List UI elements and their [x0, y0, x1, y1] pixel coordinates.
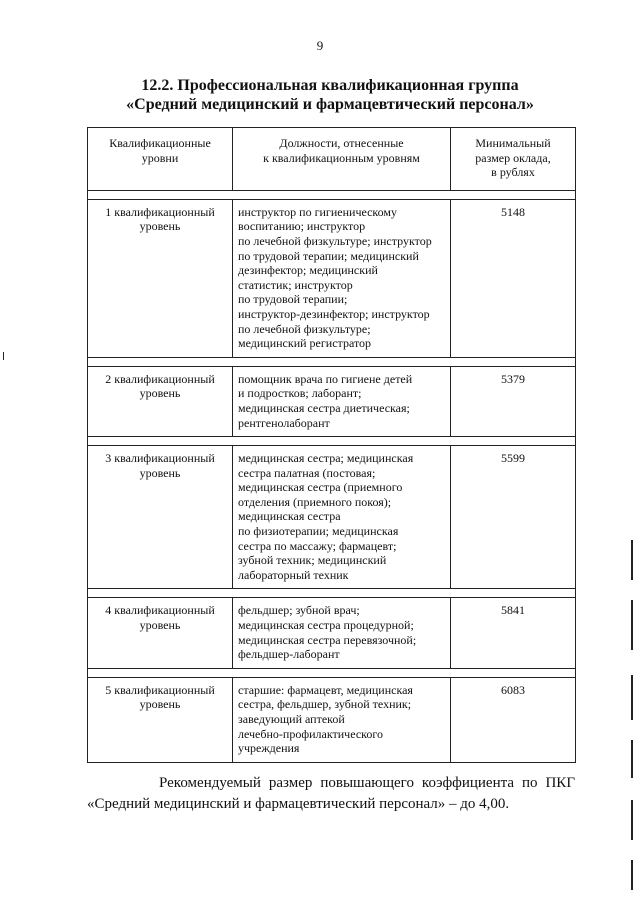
row-gap [88, 357, 576, 366]
header-levels-line-2: уровни [141, 150, 179, 165]
position-line: медицинская сестра перевязочной; [238, 632, 417, 647]
header-positions-line-1: Должности, отнесенные [279, 136, 404, 150]
table-row [88, 598, 576, 668]
header-salary-line-3: в рублях [491, 165, 535, 180]
header-salary-line-2: размер оклада, [475, 150, 551, 165]
level-line-1: 5 квалификационный [105, 682, 215, 697]
scan-mark [631, 860, 633, 890]
header-levels [88, 128, 233, 191]
position-line: инструктор по гигиеническому [238, 204, 398, 219]
position-line: рентгенолаборант [238, 415, 330, 430]
salary-cell: 6083 [451, 677, 576, 762]
position-line: сестра палатная (постовая; [238, 465, 376, 480]
scan-mark [631, 740, 633, 778]
section-title [60, 76, 600, 114]
position-line: по лечебной физкультуре; [238, 321, 371, 336]
position-line: сестра по массажу; фармацевт; [238, 538, 397, 553]
position-line: фельдшер; зубной врач; [238, 603, 360, 618]
header-positions [233, 128, 451, 191]
level-line-1: 3 квалификационный [105, 451, 215, 466]
scan-mark [631, 540, 633, 580]
position-line: дезинфектор; медицинский [238, 263, 378, 278]
positions-cell [233, 366, 451, 436]
level-cell [88, 366, 233, 436]
position-line: медицинская сестра процедурной; [238, 618, 414, 633]
positions-cell [233, 199, 451, 357]
level-cell [88, 598, 233, 668]
position-line: лабораторный техник [238, 567, 349, 582]
position-line: инструктор-дезинфектор; инструктор [238, 306, 430, 321]
scan-mark [631, 675, 633, 720]
page-number: 9 [316, 38, 324, 53]
level-cell [88, 199, 233, 357]
level-line-1: 1 квалификационный [105, 204, 215, 219]
level-line-1: 4 квалификационный [105, 603, 215, 618]
table-row [88, 446, 576, 589]
position-line: зубной техник; медицинский [238, 553, 387, 568]
position-line: заведующий аптекой [238, 712, 345, 726]
level-line-2: уровень [139, 386, 181, 401]
level-line-2: уровень [139, 465, 181, 480]
salary-cell: 5841 [451, 598, 576, 668]
header-salary-line-1: Минимальный [475, 136, 551, 150]
row-gap [88, 437, 576, 446]
position-line: медицинская сестра (приемного [238, 480, 403, 495]
position-line: медицинская сестра; медицинская [238, 451, 414, 466]
position-line: сестра, фельдшер, зубной техник; [238, 697, 412, 712]
position-line: помощник врача по гигиене детей [238, 371, 413, 386]
level-line-2: уровень [139, 219, 181, 234]
position-line: отделения (приемного покоя); [238, 494, 392, 509]
scan-mark [3, 352, 4, 360]
level-line-2: уровень [139, 697, 181, 712]
section-title-line-1: 12.2. Профессиональная квалификационная группа [141, 77, 519, 94]
salary-cell: 5148 [451, 199, 576, 357]
position-line: медицинский регистратор [238, 336, 372, 351]
section-title-line-2: «Средний медицинский и фармацевтический персонал» [126, 96, 534, 113]
position-line: и подростков; лаборант; [238, 386, 362, 401]
table-header-row [88, 128, 576, 191]
coefficient-note [87, 773, 575, 815]
position-line: по трудовой терапии; медицинский [238, 248, 419, 263]
header-gap [88, 190, 576, 199]
position-line: воспитанию; инструктор [238, 219, 366, 234]
position-line: статистик; инструктор [238, 277, 353, 292]
level-line-2: уровень [139, 618, 181, 633]
position-line: медицинская сестра [238, 509, 341, 524]
positions-cell [233, 446, 451, 589]
positions-cell [233, 677, 451, 762]
level-cell [88, 446, 233, 589]
salary-cell: 5599 [451, 446, 576, 589]
note-text: Рекомендуемый размер повышающего коэффициента по ПКГ «Средний медицинский и фармацевтический персонал» – до 4,00. [87, 775, 575, 812]
header-salary [451, 128, 576, 191]
positions-cell [233, 598, 451, 668]
position-line: по трудовой терапии; [238, 292, 348, 307]
position-line: лечебно-профилактического [238, 726, 384, 741]
table-row [88, 199, 576, 357]
level-line-1: 2 квалификационный [105, 371, 215, 386]
row-gap [88, 668, 576, 677]
salary-cell: 5379 [451, 366, 576, 436]
row-gap [88, 589, 576, 598]
position-line: старшие: фармацевт, медицинская [238, 682, 413, 697]
scan-mark [631, 600, 633, 650]
position-line: фельдшер-лаборант [238, 647, 340, 662]
position-line: по физиотерапии; медицинская [238, 524, 399, 539]
position-line: по лечебной физкультуре; инструктор [238, 233, 432, 248]
header-positions-line-2: к квалификационным уровням [263, 150, 420, 165]
table-row [88, 366, 576, 436]
table-row [88, 677, 576, 762]
position-line: учреждения [238, 741, 300, 756]
level-cell [88, 677, 233, 762]
qualification-table [87, 127, 576, 763]
scan-mark [631, 800, 633, 840]
header-levels-line-1: Квалификационные [109, 136, 211, 150]
position-line: медицинская сестра диетическая; [238, 400, 410, 415]
